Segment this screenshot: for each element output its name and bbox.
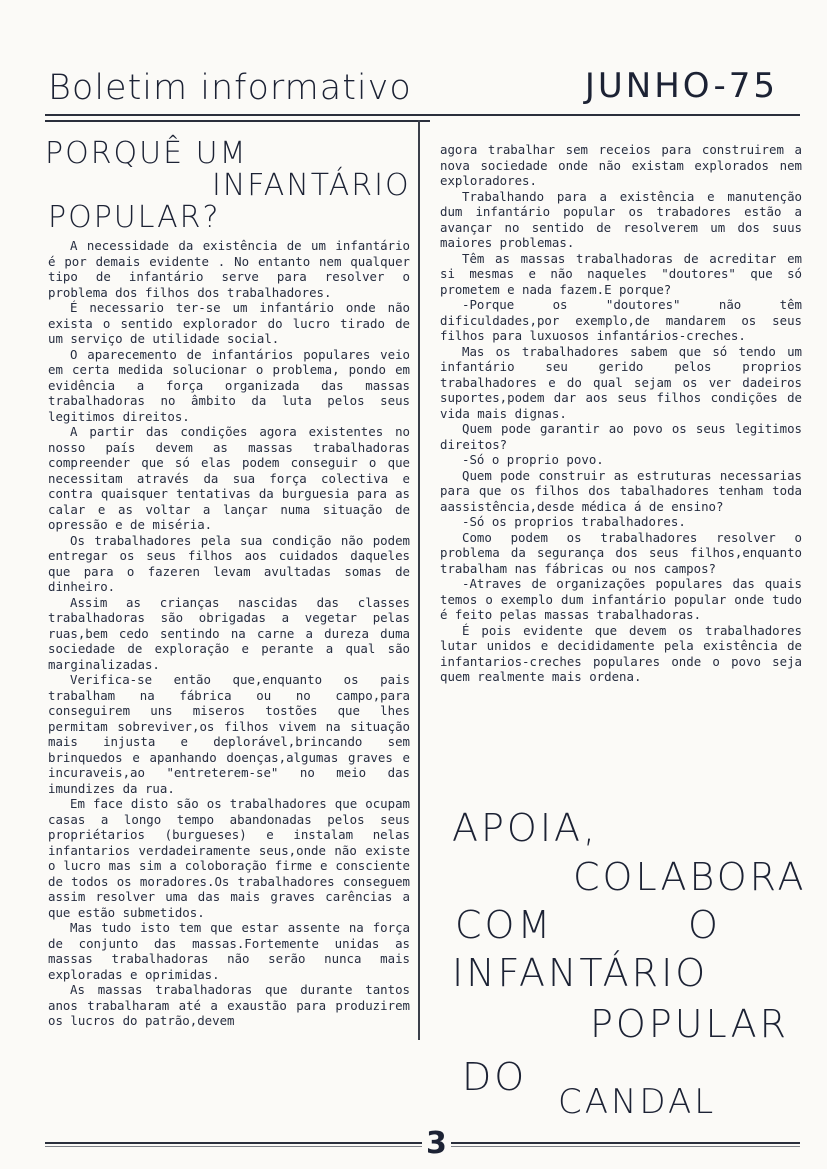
masthead bbox=[40, 62, 800, 112]
paragraph: Mas tudo isto tem que estar assente na força de conjunto das massas.Fortemente unidas as massas trabalhadoras não serão nunca mais exploradas e oprimidas. bbox=[48, 920, 410, 982]
article-left-column bbox=[48, 238, 410, 1029]
paragraph: Como podem os trabalhadores resolver o problema da segurança dos seus filhos,enquanto trabalham nas fábricas ou nos campos? bbox=[440, 529, 802, 576]
poster-line-candal: CANDAL bbox=[558, 1082, 717, 1122]
page-number: 3 bbox=[422, 1126, 451, 1161]
column-divider bbox=[418, 120, 420, 1040]
poster-line-o: O bbox=[688, 903, 721, 947]
poster-line-infantario: INFANTÁRIO bbox=[452, 951, 709, 995]
paragraph: -Só os proprios trabalhadores. bbox=[462, 514, 686, 529]
headline-line-2: INFANTÁRIO bbox=[212, 168, 411, 203]
paragraph: -Atraves de organizações populares das quais temos o exemplo dum infantário popular onde tudo é feito pelas massas trabalhadoras. bbox=[440, 576, 802, 622]
article-right-column bbox=[440, 142, 802, 685]
paragraph: -Porque os "doutores" não têm dificuldades,por exemplo,de mandarem os seus filhos para luxuosos infantários-creches. bbox=[440, 297, 802, 343]
headline-line-3: POPULAR? bbox=[48, 200, 221, 235]
paragraph: Em face disto são os trabalhadores que ocupam casas a longo tempo abandonadas pelos seus propriétarios (burgueses) e instalam nelas infantarios verdadeiramente seus,onde não existe o lucro mas sim a coloboração firme e consciente de todos os moradores.Os trabalhadores conseguem assim resolver uma das mais graves carências a que estão submetidos. bbox=[48, 796, 410, 920]
poster-line-popular: POPULAR bbox=[590, 1002, 789, 1046]
paragraph: As massas trabalhadoras que durante tantos anos trabalharam até a exaustão para produzirem os lucros do patrão,devem bbox=[48, 982, 410, 1028]
column-top-rule bbox=[45, 120, 430, 122]
paragraph: A partir das condições agora existentes no nosso país devem as massas trabalhadoras compreender que só elas podem conseguir o que necessitam através da sua força colectiva e contra quaisquer tentativas da burguesia para as calar e as voltar a lançar numa situação de opressão e de miséria. bbox=[48, 424, 410, 532]
paragraph: O aparecemento de infantários populares veio em certa medida solucionar o problema, pondo em evidência a força organizada das massas trabalhadoras no âmbito da luta pelos seus legitimos direitos. bbox=[48, 346, 410, 424]
paragraph: Trabalhando para a existência e manutenção dum infantário popular os trabadores estão a avançar no sentido de resolverem um dos suus maiores problemas. bbox=[440, 188, 802, 250]
paragraph: É necessario ter-se um infantário onde não exista o sentido explorador do lucro tirado de um serviço de utilidade social. bbox=[48, 300, 410, 346]
paragraph: agora trabalhar sem receios para construirem a nova sociedade onde não existam explorados nem exploradores. bbox=[440, 142, 802, 188]
paragraph: Verifica-se então que,enquanto os pais trabalham na fábrica ou no campo,para conseguirem uns miseros tostões que lhes permitam sobreviver,os filhos vivem na situação mais injusta e deplorável,brincando sem brinquedos e apanhando doenças,algumas graves e incuraveis,ao "entreterem-se" no meio das imundizes da rua. bbox=[48, 672, 410, 796]
paragraph: Têm as massas trabalhadoras de acreditar em si mesmas e não naqueles "doutores" que só prometem e nada fazem.E porque? bbox=[440, 250, 802, 297]
paragraph: Os trabalhadores pela sua condição não podem entregar os seus filhos aos cuidados daqueles que para o fazeren levam avultadas somas de dinheiro. bbox=[48, 532, 410, 594]
issue-date: JUNHO-75 bbox=[584, 66, 778, 106]
bulletin-title: Boletim informativo bbox=[48, 68, 412, 108]
paragraph: A necessidade da existência de um infantário é por demais evidente . No entanto nem qualquer tipo de infantário serve para resolver o problema dos filhos dos trabalhadores. bbox=[48, 238, 410, 300]
poster-line-com: COM bbox=[455, 903, 554, 947]
paragraph: É pois evidente que devem os trabalhadores lutar unidos e decididamente pela existência de infantarios-creches populares onde o povo seja quem realmente mais ordena. bbox=[440, 622, 802, 684]
poster-line-colabora: COLABORA bbox=[573, 855, 807, 899]
headline-line-1: PORQUÊ UM bbox=[45, 136, 248, 171]
paragraph: -Só o proprio povo. bbox=[462, 452, 604, 467]
paragraph: Quem pode garantir ao povo os seus legitimos direitos? bbox=[440, 421, 802, 452]
paragraph: Mas os trabalhadores sabem que só tendo um infantário seu gerido pelos proprios trabalhadores e do qual sejam os ver dadeiros suportes,podem dar aos seus filhos condições de vida mais dignas. bbox=[440, 343, 802, 421]
poster-line-apoia: APOIA, bbox=[452, 806, 599, 850]
masthead-rule bbox=[45, 114, 800, 116]
paragraph: Assim as crianças nascidas das classes trabalhadoras são obrigadas a vegetar pelas ruas,bem cedo sentindo na carne a dureza duma sociedade de exploração e perante a qual são marginalizadas. bbox=[48, 594, 410, 672]
poster-line-do: DO bbox=[462, 1055, 528, 1099]
paragraph: Quem pode construir as estruturas necessarias para que os filhos dos tabalhadores tenham toda aassistência,desde médica á de ensino? bbox=[440, 467, 802, 514]
